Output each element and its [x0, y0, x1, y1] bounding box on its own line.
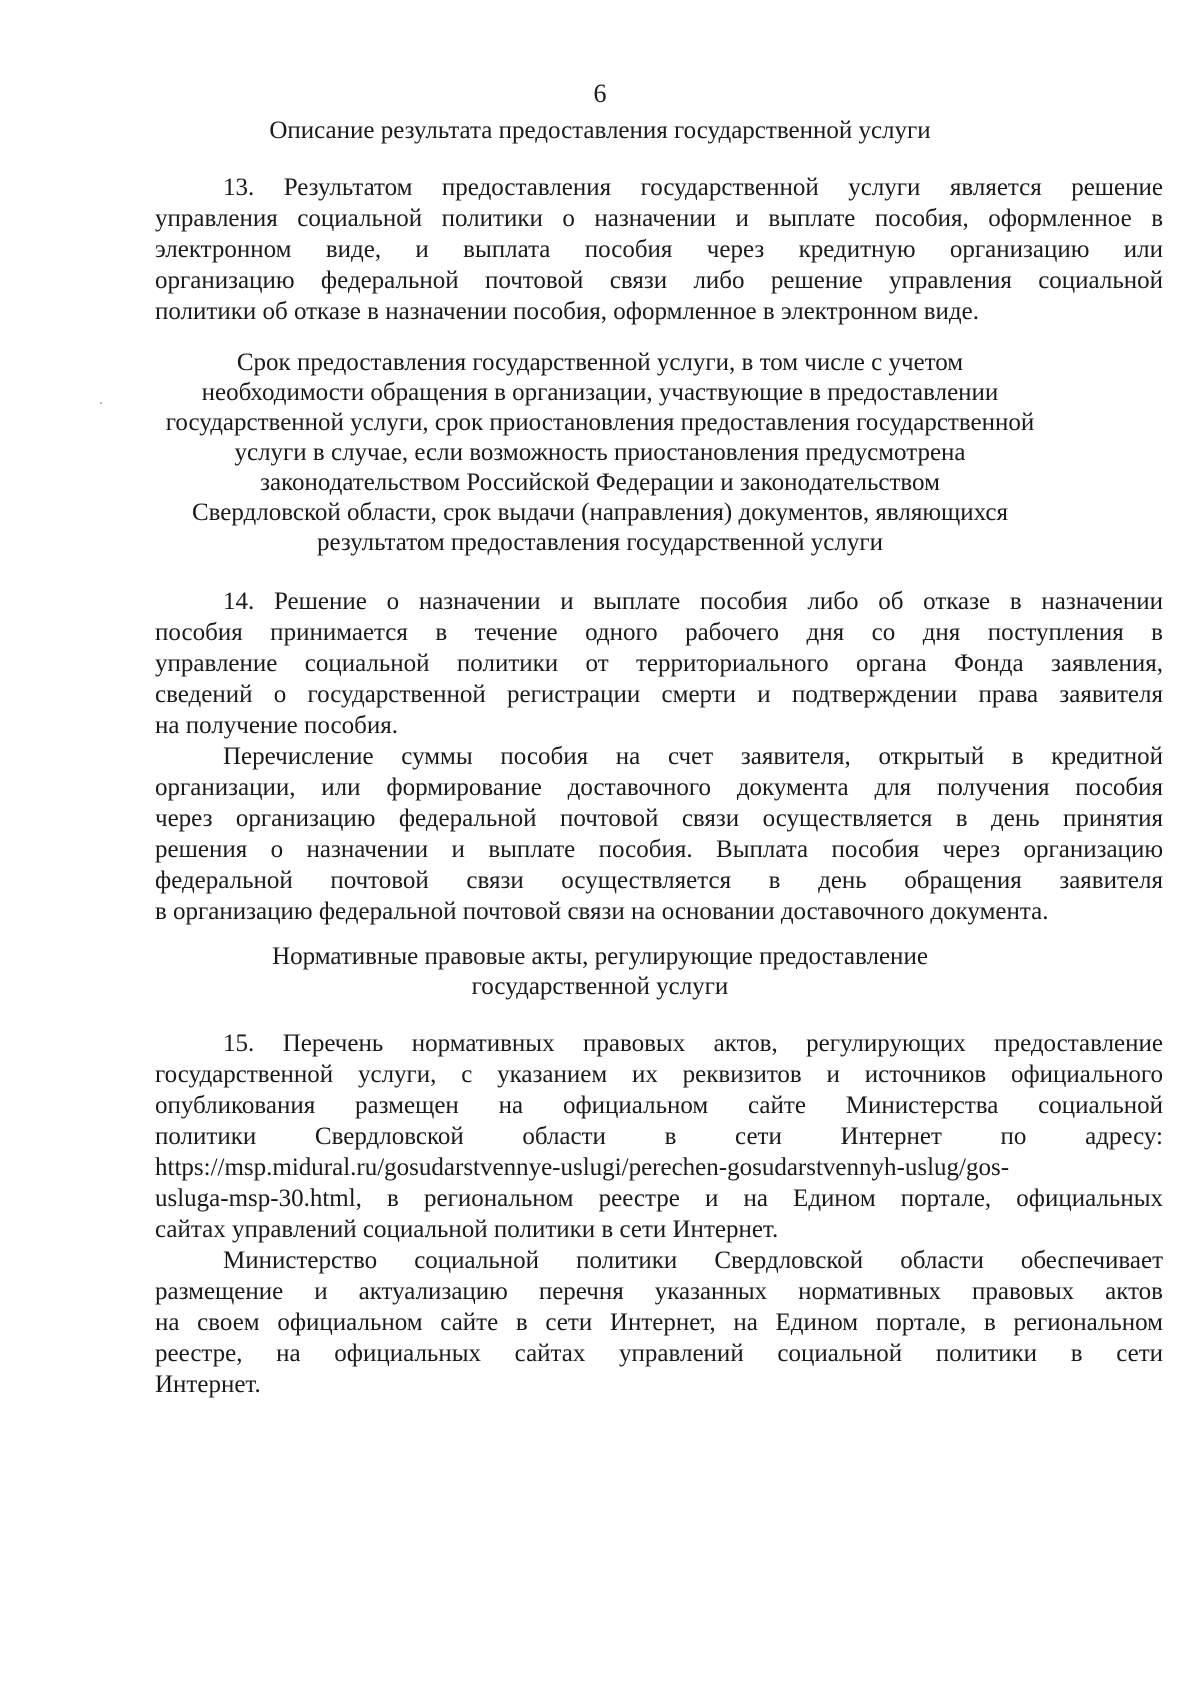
paragraph-line: опубликования размещен на официальном сайте Министерства социальной	[155, 1092, 1163, 1119]
paragraph-line: сведений о государственной регистрации смерти и подтверждении права заявителя	[155, 681, 1163, 708]
paragraph-line: федеральной почтовой связи осуществляется в день обращения заявителя	[155, 867, 1163, 894]
heading-line: законодательством Российской Федерации и законодательством	[260, 469, 940, 496]
paragraph-15	[155, 1028, 1163, 1245]
paragraph-line: usluga-msp-30.html, в региональном реестре и на Едином портале, официальных	[155, 1185, 1163, 1212]
heading-line: Описание результата предоставления государственной услуги	[269, 117, 931, 144]
heading-line: результатом предоставления государственной услуги	[316, 529, 884, 556]
paragraph-line: управления социальной политики о назначении и выплате пособия, оформленное в	[155, 205, 1163, 232]
paragraph-line: организацию федеральной почтовой связи либо решение управления социальной	[155, 267, 1163, 294]
paragraph-line: организации, или формирование доставочного документа для получения пособия	[155, 774, 1163, 801]
paragraph-line: управление социальной политики от территориального органа Фонда заявления,	[155, 650, 1163, 677]
paragraph-line: электронном виде, и выплата пособия через кредитную организацию или	[155, 236, 1163, 263]
paragraph-line: политики об отказе в назначении пособия, оформленное в электронном виде.	[155, 298, 979, 325]
paragraph-line: 14. Решение о назначении и выплате пособия либо об отказе в назначении	[223, 588, 1163, 615]
heading-line: услуги в случае, если возможность приостановления предусмотрена	[234, 439, 966, 466]
heading-line: Нормативные правовые акты, регулирующие предоставление	[272, 943, 928, 970]
paragraph-14-transfer	[155, 741, 1163, 927]
heading-line: государственной услуги, срок приостановления предоставления государственной	[165, 409, 1035, 436]
paragraph-line: Интернет.	[155, 1371, 261, 1398]
paragraph-line: размещение и актуализацию перечня указанных нормативных правовых актов	[155, 1278, 1163, 1305]
paragraph-14	[155, 586, 1163, 741]
paragraph-13	[155, 172, 1163, 327]
paragraph-15-ministry	[155, 1245, 1163, 1400]
page-number: 6	[593, 79, 607, 108]
paragraph-line: сайтах управлений социальной политики в сети Интернет.	[155, 1216, 779, 1243]
heading-line: необходимости обращения в организации, участвующие в предоставлении	[201, 379, 999, 406]
heading-line: Свердловской области, срок выдачи (направления) документов, являющихся	[191, 499, 1009, 526]
paragraph-line: Министерство социальной политики Свердловской области обеспечивает	[223, 1247, 1163, 1274]
paragraph-line: на своем официальном сайте в сети Интернет, на Едином портале, в региональном	[155, 1309, 1163, 1336]
section-heading-legal-acts	[0, 942, 1200, 1002]
heading-line: Срок предоставления государственной услуги, в том числе с учетом	[236, 349, 964, 376]
paragraph-line: на получение пособия.	[155, 712, 398, 739]
scan-speck	[100, 402, 102, 404]
paragraph-line: 15. Перечень нормативных правовых актов, регулирующих предоставление	[223, 1030, 1163, 1057]
paragraph-line: Перечисление суммы пособия на счет заявителя, открытый в кредитной	[223, 743, 1163, 770]
paragraph-line: в организацию федеральной почтовой связи на основании доставочного документа.	[155, 898, 1049, 925]
section-heading-result	[0, 116, 1200, 146]
heading-line: государственной услуги	[471, 973, 729, 1000]
section-heading-term	[0, 348, 1200, 558]
paragraph-line: реестре, на официальных сайтах управлений социальной политики в сети	[155, 1340, 1163, 1367]
paragraph-line: пособия принимается в течение одного рабочего дня со дня поступления в	[155, 619, 1163, 646]
paragraph-line: государственной услуги, с указанием их реквизитов и источников официального	[155, 1061, 1163, 1088]
msp-url-line: https://msp.midural.ru/gosudarstvennye-uslugi/perechen-gosudarstvennyh-uslug/gos-	[155, 1154, 1010, 1181]
paragraph-line: решения о назначении и выплате пособия. Выплата пособия через организацию	[155, 836, 1163, 863]
paragraph-line: через организацию федеральной почтовой связи осуществляется в день принятия	[155, 805, 1163, 832]
paragraph-line: 13. Результатом предоставления государственной услуги является решение	[223, 174, 1163, 201]
paragraph-line: политики Свердловской области в сети Интернет по адресу:	[155, 1123, 1163, 1150]
